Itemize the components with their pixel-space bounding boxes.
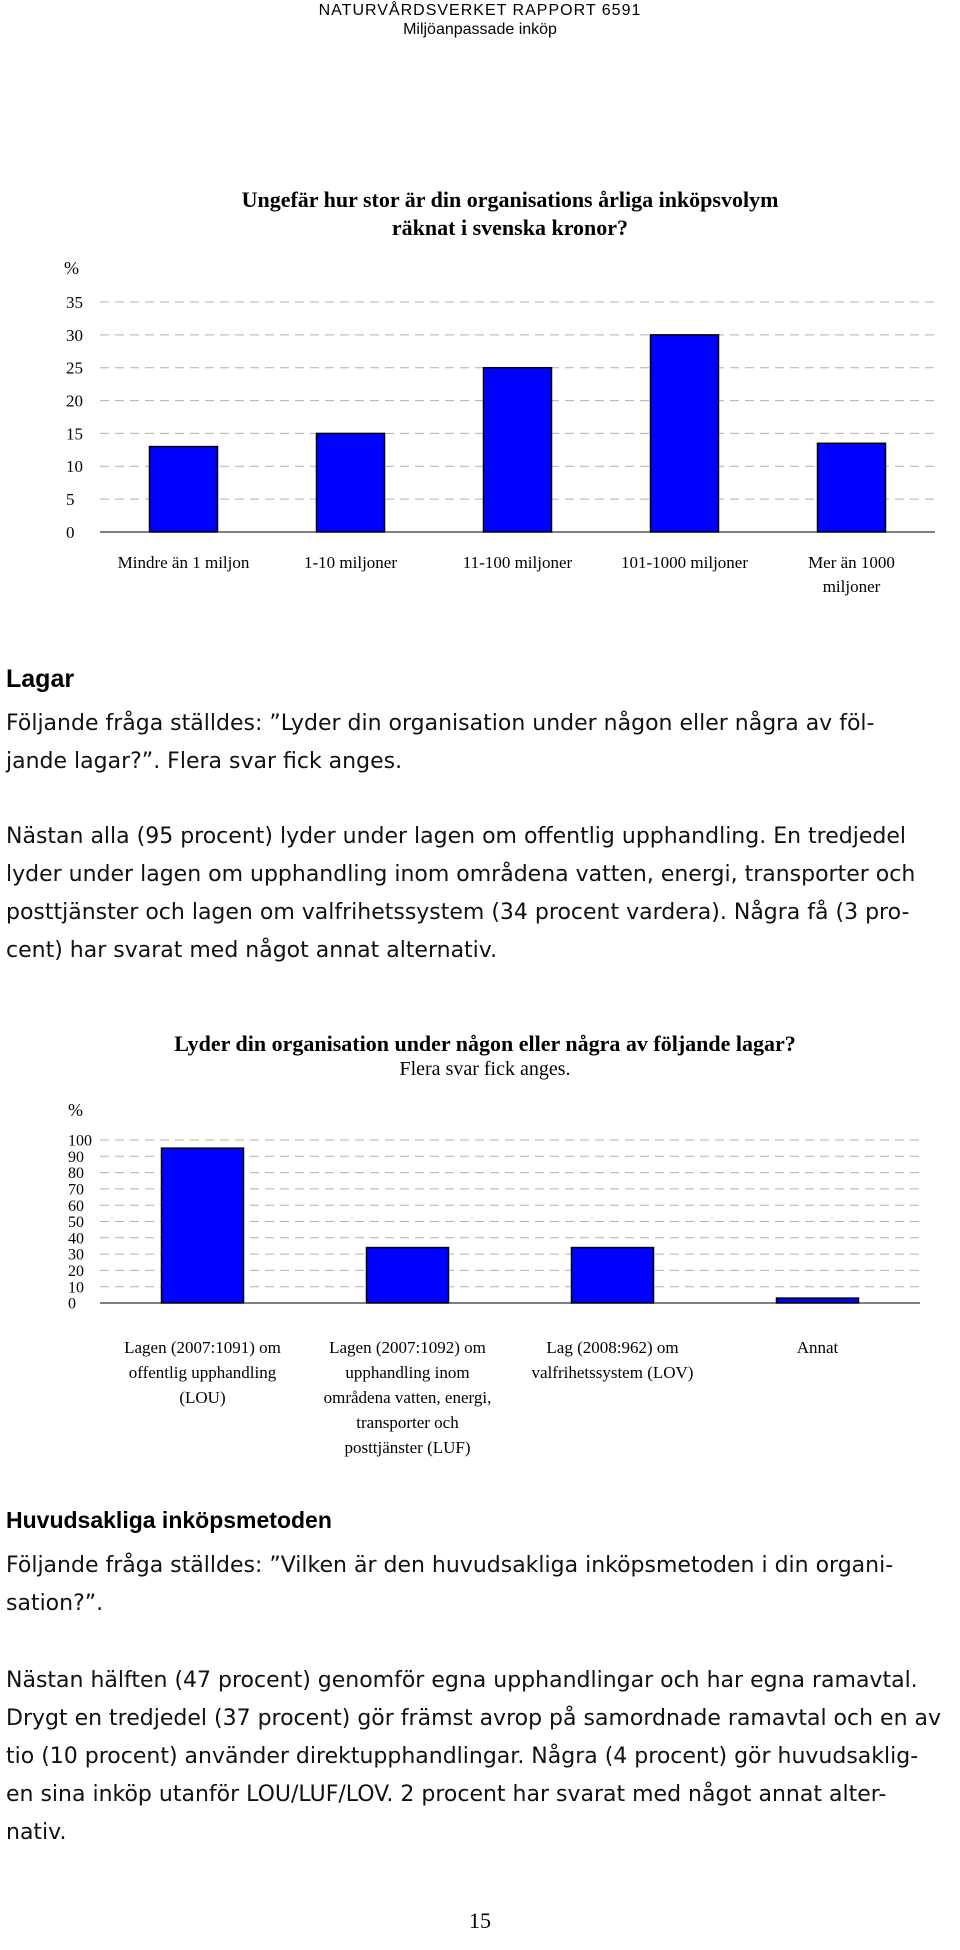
bar [572, 1248, 654, 1303]
category-label: Lagen (2007:1092) om [329, 1338, 486, 1357]
chart1-title-line2: räknat i svenska kronor? [391, 215, 629, 240]
section-title-metod: Huvudsakliga inköpsmetoden [6, 1507, 332, 1533]
lagar-question-line-2: jande lagar?”. Flera svar fick anges. [6, 749, 403, 774]
report-header: NATURVÅRDSVERKET RAPPORT 6591 [318, 2, 642, 19]
y-tick-label: 10 [68, 1279, 84, 1297]
category-label: 1-10 miljoner [303, 553, 398, 572]
category-label: Mer än 1000 [808, 553, 895, 572]
bar [162, 1148, 244, 1303]
category-label: offentlig upphandling [128, 1363, 277, 1382]
lagar-paragraph-line-1: Nästan alla (95 procent) lyder under lagen om offentlig upphandling. En tredjedel [6, 824, 906, 849]
lagar-paragraph-line-3: posttjänster och lagen om valfrihetssystem (34 procent vardera). Några få (3 pro- [6, 900, 910, 925]
bar [818, 443, 886, 532]
category-label: Annat [796, 1338, 839, 1357]
lagar-paragraph-line-2: lyder under lagen om upphandling inom områdena vatten, energi, transporter och [6, 862, 916, 887]
lagar-question-line-1: Följande fråga ställdes: ”Lyder din organisation under någon eller några av föl- [6, 711, 875, 736]
y-tick-label: 15 [66, 424, 83, 444]
metod-paragraph-line-3: tio (10 procent) använder direktupphandlingar. Några (4 procent) gör huvudsaklig- [6, 1744, 919, 1769]
metod-paragraph-line-1: Nästan hälften (47 procent) genomför egna upphandlingar och har egna ramavtal. [6, 1668, 918, 1693]
y-tick-label: 20 [68, 1263, 84, 1280]
chart2-unit: % [68, 1100, 83, 1120]
chart2-plot [0, 1125, 960, 1465]
y-tick-label: 5 [66, 490, 75, 510]
chart1-title [60, 186, 960, 242]
y-tick-label: 40 [68, 1230, 84, 1248]
section-title-lagar: Lagar [6, 665, 75, 693]
category-label: 101-1000 miljoner [620, 553, 749, 572]
metod-question [6, 1547, 956, 1623]
y-tick-label: 35 [66, 292, 83, 312]
chart2-title: Lyder din organisation under någon eller några av följande lagar? [174, 1031, 796, 1056]
bar [484, 368, 552, 532]
y-tick-label: 80 [68, 1165, 84, 1183]
metod-paragraph-line-4: en sina inköp utanför LOU/LUF/LOV. 2 procent har svarat med något annat alter- [6, 1782, 887, 1807]
y-tick-label: 0 [68, 1295, 76, 1313]
category-label: Mindre än 1 miljon [117, 553, 250, 572]
y-tick-label: 90 [68, 1148, 84, 1166]
metod-paragraph [6, 1662, 956, 1852]
bar [777, 1298, 859, 1303]
y-tick-label: 70 [68, 1181, 84, 1199]
metod-question-line-2: sation?”. [6, 1591, 104, 1616]
category-label: upphandling inom [345, 1363, 470, 1382]
y-tick-label: 10 [66, 457, 83, 477]
bar [651, 335, 719, 532]
y-tick-label: 0 [66, 522, 75, 542]
category-label: valfrihetssystem (LOV) [531, 1363, 694, 1382]
metod-question-line-1: Följande fråga ställdes: ”Vilken är den huvudsakliga inköpsmetoden i din organi- [6, 1553, 894, 1578]
y-tick-label: 25 [66, 358, 83, 378]
category-label: Lagen (2007:1091) om [124, 1338, 281, 1357]
y-tick-label: 60 [68, 1197, 84, 1215]
y-tick-label: 30 [66, 325, 83, 345]
page-number: 15 [469, 1908, 491, 1933]
chart1-title-line1: Ungefär hur stor är din organisations årliga inköpsvolym [241, 187, 779, 212]
category-label: områdena vatten, energi, [323, 1388, 492, 1407]
bar [317, 433, 385, 532]
y-tick-label: 20 [66, 391, 83, 411]
category-label: posttjänster (LUF) [344, 1438, 471, 1457]
lagar-paragraph-line-4: cent) har svarat med något annat alternativ. [6, 938, 498, 963]
metod-paragraph-line-2: Drygt en tredjedel (37 procent) gör främst avrop på samordnade ramavtal och en av [6, 1706, 942, 1731]
bar [367, 1248, 449, 1303]
report-subtitle: Miljöanpassade inköp [403, 21, 557, 38]
chart1-unit: % [64, 258, 79, 278]
category-label: miljoner [822, 577, 881, 596]
chart2-subtitle: Flera svar fick anges. [399, 1058, 571, 1080]
bar [150, 447, 218, 532]
y-tick-label: 100 [68, 1132, 92, 1150]
lagar-paragraph [6, 818, 956, 970]
metod-paragraph-line-5: nativ. [6, 1820, 67, 1845]
category-label: transporter och [356, 1413, 459, 1432]
category-label: 11-100 miljoner [462, 553, 573, 572]
chart1-plot [0, 280, 960, 620]
category-label: Lag (2008:962) om [546, 1338, 679, 1357]
y-tick-label: 50 [68, 1214, 84, 1232]
y-tick-label: 30 [68, 1246, 84, 1264]
lagar-question [6, 705, 956, 781]
category-label: (LOU) [179, 1388, 226, 1407]
